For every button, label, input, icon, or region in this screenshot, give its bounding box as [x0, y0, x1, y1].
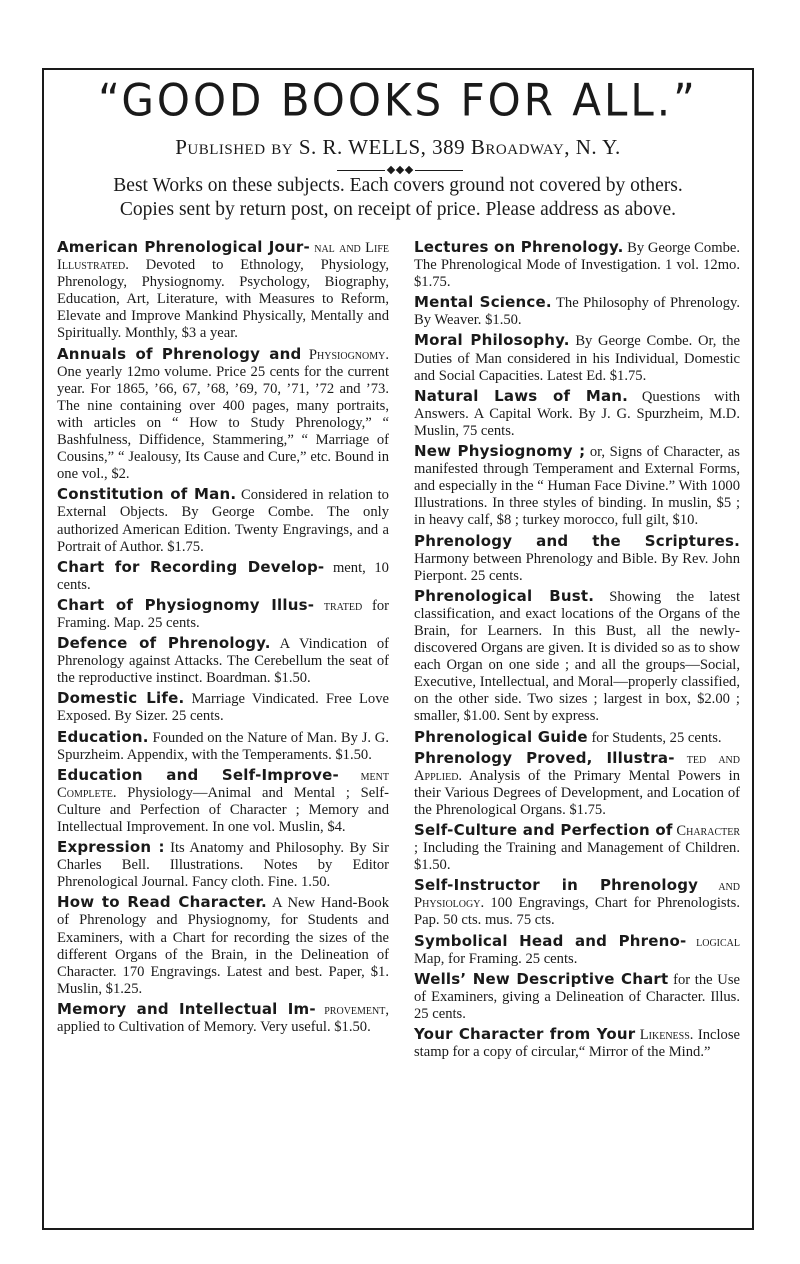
- book-title-continued: provement,: [324, 1001, 389, 1018]
- book-description: for Students, 25 cents.: [591, 729, 722, 746]
- book-entry: [414, 822, 740, 874]
- publisher-line: Published by S. R. WELLS, 389 Broadway, N. Y.: [175, 135, 621, 159]
- book-title-continued: Likeness.: [639, 1027, 694, 1044]
- book-title: Education.: [57, 727, 149, 746]
- book-title: Moral Philosophy.: [414, 331, 570, 350]
- book-entry: [57, 1001, 389, 1036]
- book-description: 100 Engravings, Chart for Phrenologists. Pap. 50 cts. mus. 75 cts.: [414, 895, 740, 929]
- book-entry: [414, 750, 740, 819]
- book-entry: [414, 877, 740, 929]
- book-entry: [414, 1026, 740, 1061]
- book-description: for the Use of Examiners, giving a Delineation of Character. Illus. 25 cents.: [414, 971, 740, 1022]
- book-entry: [57, 690, 389, 725]
- book-title: New Physiognomy ;: [414, 442, 586, 461]
- book-title-continued: ment Complete.: [57, 767, 389, 801]
- book-description: Including the Training and Management of Children. $1.50.: [414, 840, 740, 874]
- intro-line-2: Copies sent by return post, on receipt of price. Please address as above.: [119, 199, 677, 220]
- book-entry: [414, 971, 740, 1023]
- book-title: Your Character from Your: [414, 1025, 636, 1044]
- book-title: Self-Culture and Perfection of: [414, 821, 673, 839]
- book-description: The Philosophy of Phrenology. By Weaver. $1.50.: [414, 295, 741, 329]
- book-title: American Phrenological Jour-: [57, 238, 310, 256]
- book-title-continued: Character ;: [414, 823, 741, 857]
- book-entry: [57, 239, 389, 343]
- intro-line-1: Best Works on these subjects. Each covers ground not covered by others.: [113, 175, 683, 196]
- book-entry: [414, 933, 740, 968]
- book-entry: [414, 588, 740, 726]
- book-title: Lectures on Phrenology.: [414, 238, 624, 256]
- book-description: Questions with Answers. A Capital Work. By J. G. Spurzheim, M.D. Muslin, 75 cents.: [414, 388, 741, 439]
- book-description: Physiology—Animal and Mental ; Self-Culture and Perfection of Character ; Memory and Intellectual Improvement. In one vol. Muslin, $4.: [57, 784, 389, 835]
- book-title: Defence of Phrenology.: [57, 634, 271, 653]
- book-entry: [57, 635, 389, 687]
- book-title-continued: Physiognomy.: [308, 346, 390, 363]
- book-title-continued: ted and Applied.: [414, 750, 740, 784]
- book-entry: [414, 332, 740, 384]
- book-title: Phrenology and the Scriptures.: [414, 531, 740, 550]
- book-title: Domestic Life.: [57, 689, 185, 708]
- book-entry: [57, 559, 389, 594]
- book-entry: [414, 294, 740, 329]
- book-title: Symbolical Head and Phreno-: [414, 931, 687, 950]
- book-title: How to Read Character.: [57, 893, 267, 912]
- book-description: Its Anatomy and Philosophy. By Sir Charles Bell. Illustrations. Notes by Editor Phrenological Journal. Fancy cloth. Fine. 1.50.: [57, 840, 389, 891]
- book-entry: [57, 346, 389, 484]
- book-description: A New Hand-Book of Phrenology and Physiognomy, for Students and Examiners, with a Chart for recording the sizes of the different Organs of the Brain, in the Delineation of Character. 170 Engravings. Latest and best. Paper, $1. Muslin, $1.25.: [57, 895, 389, 997]
- book-entry: [57, 729, 389, 764]
- book-title: Phrenological Bust.: [414, 586, 595, 605]
- book-title: Annuals of Phrenology and: [57, 344, 302, 363]
- book-title: Self-Instructor in Phrenology: [414, 876, 699, 895]
- book-entry: [414, 729, 740, 747]
- book-entry: [414, 443, 740, 529]
- book-description: By George Combe. The Phrenological Mode of Investigation. 1 vol. 12mo. $1.75.: [414, 240, 740, 291]
- book-description: Harmony between Phrenology and Bible. By Rev. John Pierpont. 25 cents.: [414, 550, 740, 584]
- book-description: Considered in relation to External Objects. By George Combe. The only authorized American Edition. Twenty Engravings, and a Portrait of Author. $1.75.: [57, 487, 389, 555]
- book-title: Mental Science.: [414, 293, 552, 312]
- book-description: Devoted to Ethnology, Physiology, Phrenology, Physiognomy. Psychology, Biography, Education, Art, Literature, with Measures to Reform, Elevate and Improve Mankind Physically, Mentally and Spiritually. Monthly, $3 a year.: [57, 257, 389, 342]
- book-title: Constitution of Man.: [57, 485, 237, 504]
- book-entry: [414, 533, 740, 585]
- book-title-continued: and Physiology.: [414, 878, 740, 912]
- book-title: Phrenology Proved, Illustra-: [414, 748, 675, 767]
- book-title: Chart for Recording Develop-: [57, 557, 325, 576]
- book-title: Chart of Physiognomy Illus-: [57, 595, 315, 614]
- right-column: [414, 239, 740, 1064]
- book-description: A Vindication of Phrenology against Attacks. The Cerebellum the seat of the reproductive instinct. Boardman. $1.50.: [57, 636, 389, 687]
- book-description: Map, for Framing. 25 cents.: [414, 950, 578, 967]
- book-description: applied to Cultivation of Memory. Very useful. $1.50.: [57, 1019, 371, 1036]
- book-description: One yearly 12mo volume. Price 25 cents for the current year. For 1865, ’66, 67, ’68, ’69, 70, ’71, ’72 and ’73. The nine containing over 400 pages, many portraits, with articles on “ How to Study Phrenology,” “ Bashfulness, Diffidence, Stammering,” “ Marriage of Cousins,” “ Jealousy, Its Cause and Cure,” etc. Bound in one vol., $2.: [57, 363, 389, 483]
- book-description: Founded on the Nature of Man. By J. G. Spurzheim. Appendix, with the Temperaments. $1.50.: [57, 729, 389, 763]
- book-entry: [57, 597, 389, 632]
- book-title: Wells’ New Descriptive Chart: [414, 969, 669, 988]
- book-title: Expression :: [57, 838, 165, 857]
- book-entry: [57, 839, 389, 891]
- book-description: By George Combe. Or, the Duties of Man considered in his Individual, Domestic and Social Capacities. Latest Ed. $1.75.: [414, 333, 740, 384]
- book-entry: [414, 388, 740, 440]
- left-column: [57, 239, 389, 1039]
- intro-text: [48, 174, 748, 222]
- book-description: Analysis of the Primary Mental Powers in their Various Degrees of Development, and Location of the Phrenological Organs. $1.75.: [414, 767, 740, 818]
- book-description: for Framing. Map. 25 cents.: [57, 597, 389, 631]
- book-title: Natural Laws of Man.: [414, 386, 629, 405]
- book-title-continued: nal and Life Illustrated.: [57, 240, 389, 274]
- book-title: Phrenological Guide: [414, 727, 588, 746]
- book-title-continued: trated: [323, 597, 363, 614]
- book-description: ment, 10 cents.: [57, 559, 389, 593]
- advertisement-page: [42, 68, 754, 1230]
- book-description: Showing the latest classification, and exact locations of the Organs of the Brain, for Learners. In this Bust, all the newly-discovered Organs are given. It is divided so as to show each Organ on one side ; and all the groups—Social, Executive, Intellectual, and Moral—properly classified, on the other side. Two sizes ; largest in box, $2.00 ; smaller, $1.00. Sent by express.: [414, 588, 740, 725]
- book-description: or, Signs of Character, as manifested through Temperament and External Forms, and especially in the “ Human Face Divine.” With 1000 Illustrations. In three styles of binding. In muslin, $5 ; in heavy calf, $8 ; turkey morocco, full gilt, $10.: [414, 444, 740, 529]
- book-title-continued: logical: [696, 933, 740, 950]
- book-entry: [57, 894, 389, 998]
- book-entry: [414, 239, 740, 291]
- book-title: Education and Self-Improve-: [57, 765, 339, 784]
- book-title: Memory and Intellectual Im-: [57, 999, 316, 1018]
- book-entry: [57, 767, 389, 836]
- book-description: Inclose stamp for a copy of circular,“ Mirror of the Mind.”: [414, 1027, 740, 1061]
- book-entry: [57, 486, 389, 555]
- book-description: Marriage Vindicated. Free Love Exposed. By Sizer. 25 cents.: [57, 691, 389, 725]
- page-title: “GOOD BOOKS FOR ALL.”: [98, 74, 698, 127]
